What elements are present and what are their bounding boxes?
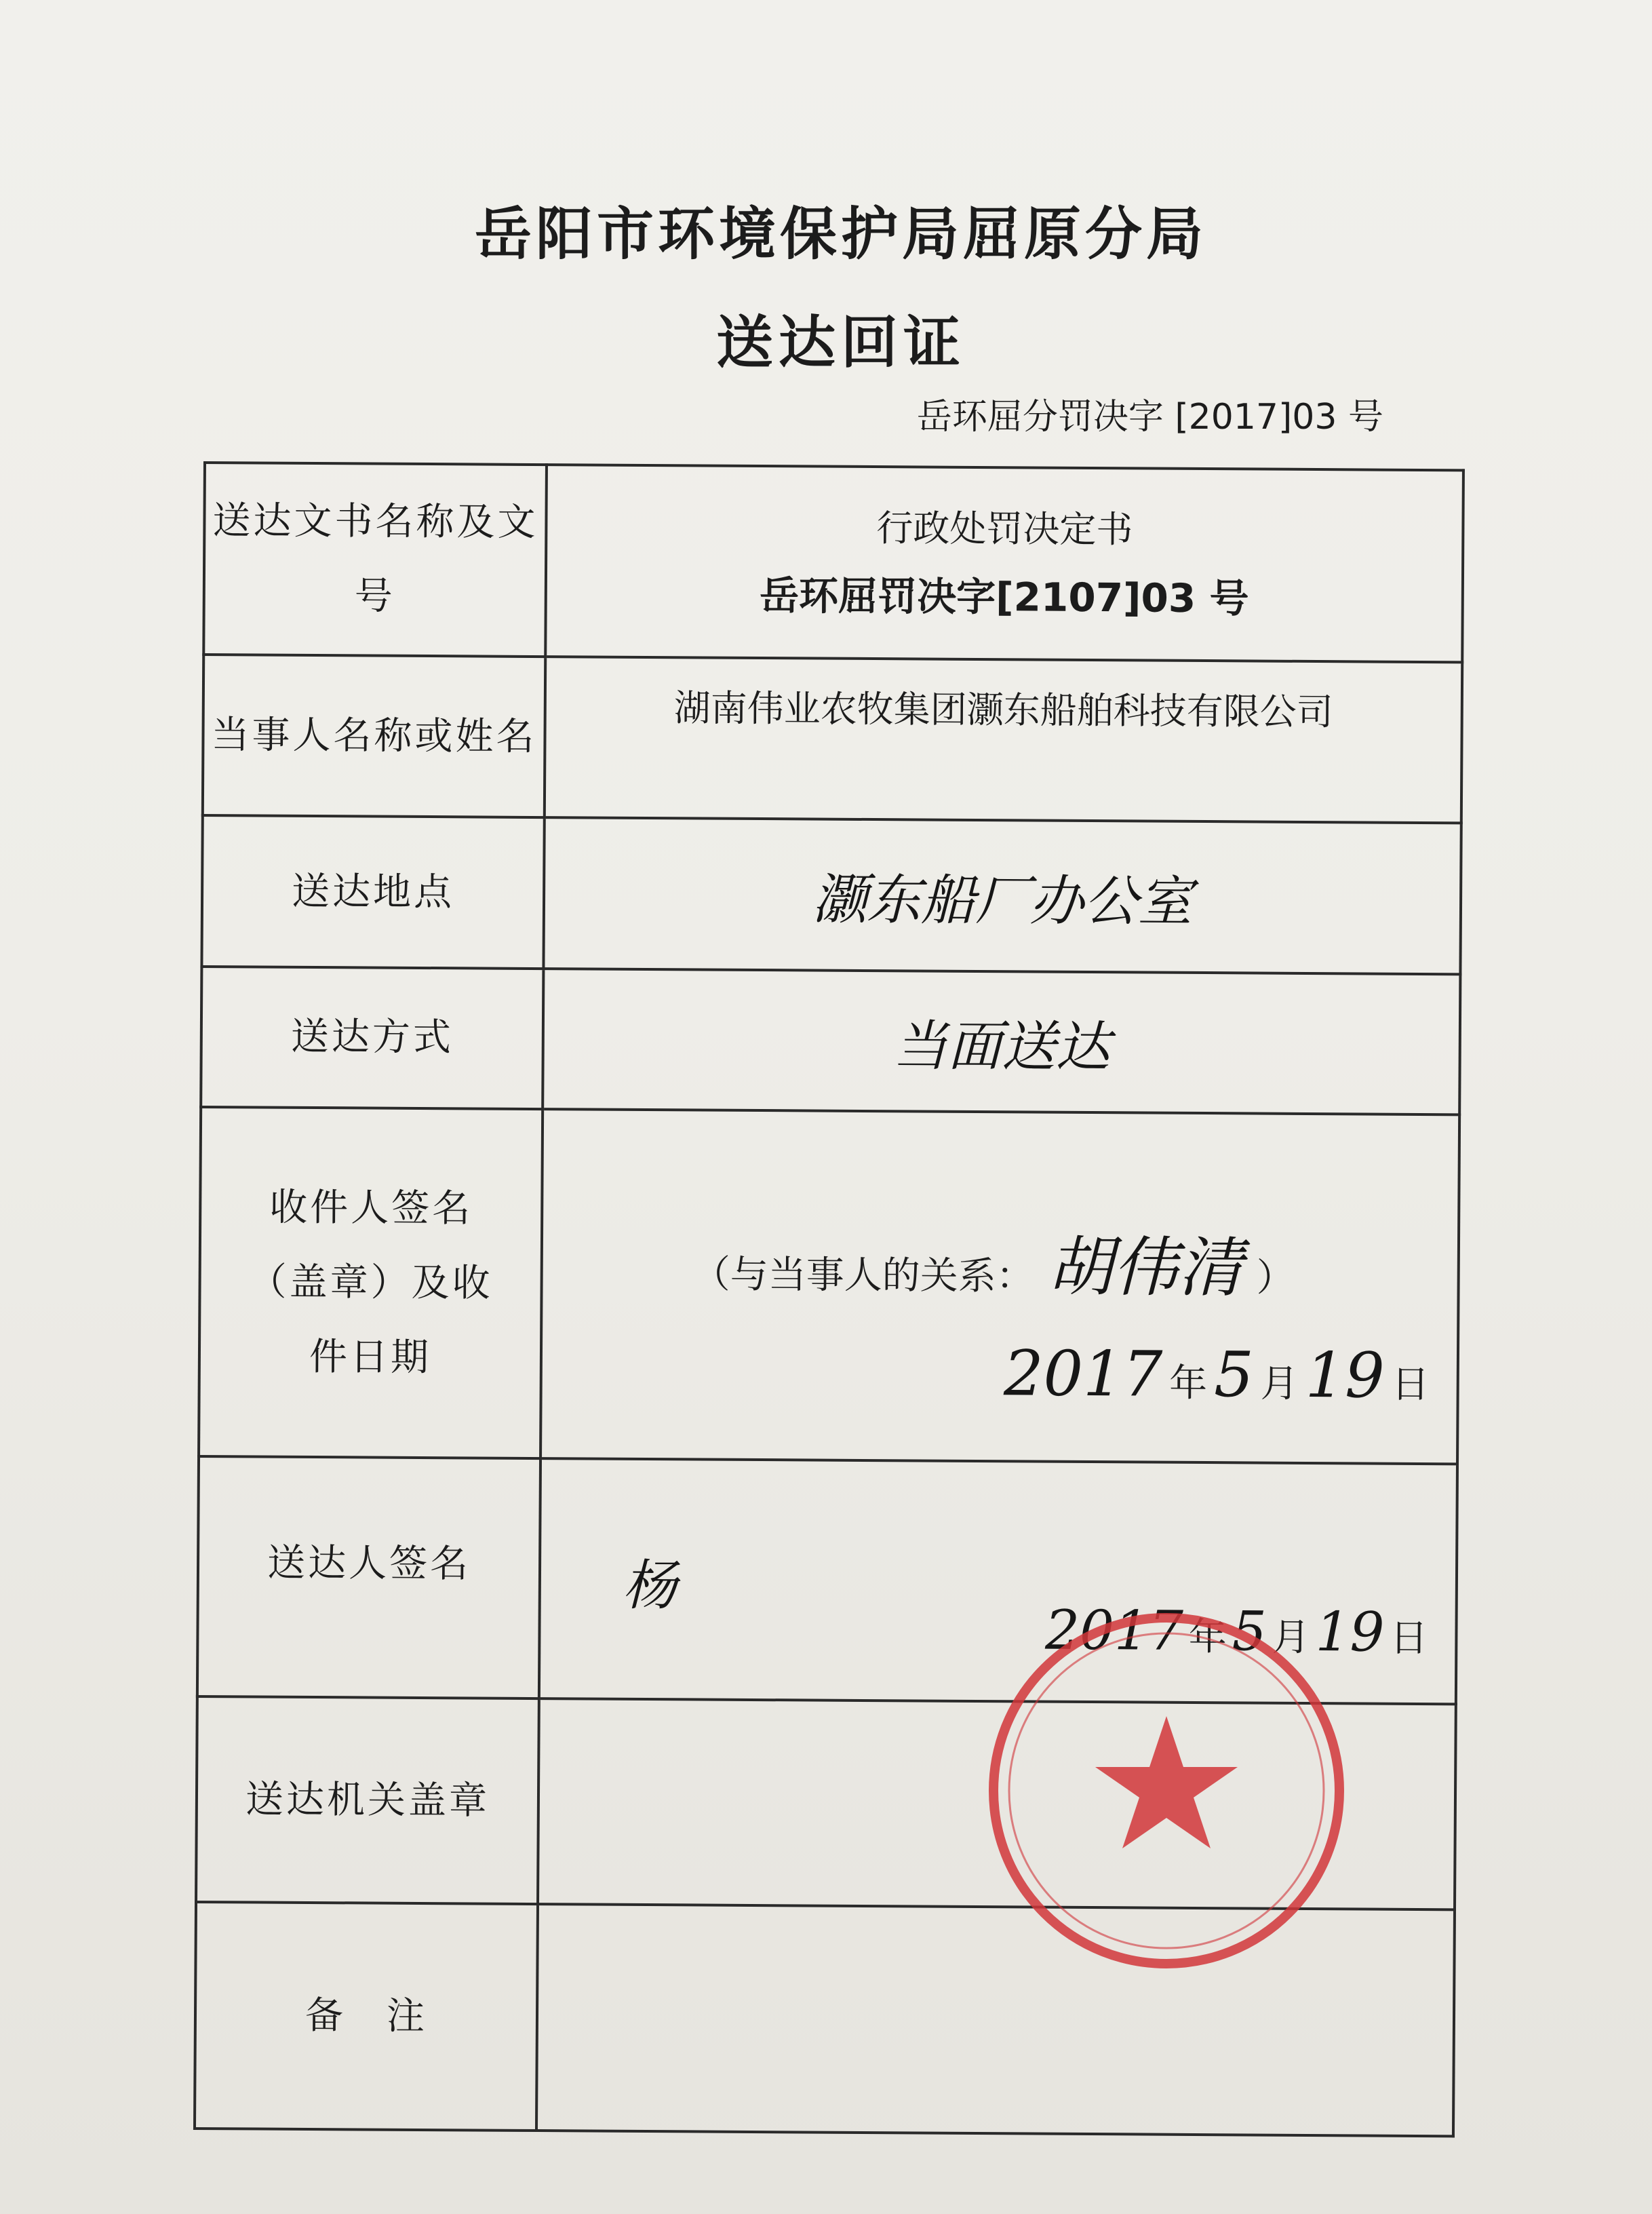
- table-row: [201, 815, 1461, 974]
- recipient-signature: 胡伟清: [1047, 1228, 1244, 1306]
- label-text: 当事人名称或姓名: [211, 712, 537, 759]
- year-unit: 年: [1168, 1361, 1208, 1406]
- document-name-text: 行政处罚决定书: [876, 507, 1133, 551]
- row-label-party-name: [203, 655, 545, 818]
- label-text: 送达机关盖章: [245, 1777, 490, 1823]
- row-label-delivery-place: [201, 815, 544, 968]
- label-text: 收件人签名（盖章）及收件日期: [248, 1185, 493, 1380]
- day-unit: 日: [1391, 1362, 1430, 1407]
- delivery-method-handwriting: 当面送达: [892, 1014, 1111, 1079]
- delivery-day: 19: [1315, 1600, 1385, 1665]
- label-text: 送达方式: [290, 1015, 454, 1060]
- document-number-text: 岳环屈罚决字[2107]03 号: [759, 572, 1249, 622]
- year-unit: 年: [1188, 1615, 1227, 1660]
- label-text: 送达地点: [291, 869, 455, 914]
- row-label-agency-seal: [196, 1696, 539, 1904]
- delivery-month: 5: [1232, 1599, 1267, 1664]
- document-subtitle: 送达回证: [715, 309, 966, 376]
- row-label-document-name: [203, 463, 547, 657]
- label-text: 送达人签名: [267, 1541, 471, 1587]
- party-name-text: 湖南伟业农牧集团灏东船舶科技有限公司: [673, 686, 1333, 734]
- table-row: [199, 1107, 1459, 1464]
- sender-signature: 杨: [622, 1554, 677, 1618]
- receipt-year: 2017: [1003, 1337, 1163, 1411]
- delivery-year: 2017: [1044, 1599, 1184, 1663]
- row-value-recipient-signature: [540, 1109, 1459, 1464]
- delivery-place-handwriting: 灏东船厂办公室: [812, 868, 1193, 934]
- month-unit: 月: [1272, 1616, 1310, 1660]
- document-title: 岳阳市环境保护局屈原分局: [474, 201, 1207, 267]
- row-label-sender-signature: [197, 1456, 540, 1698]
- row-value-party-name: [545, 657, 1462, 823]
- row-label-recipient-signature: [199, 1107, 543, 1459]
- label-text: 送达文书名称及文号: [212, 499, 538, 619]
- table-row: [201, 967, 1460, 1115]
- row-value-document-name: [545, 465, 1463, 662]
- month-unit: 月: [1260, 1361, 1299, 1406]
- row-value-delivery-place: [543, 818, 1461, 975]
- day-unit: 日: [1390, 1616, 1428, 1661]
- receipt-month: 5: [1213, 1338, 1255, 1412]
- table-row: [203, 463, 1463, 662]
- official-seal-icon: [977, 1601, 1356, 1981]
- receipt-date: [997, 1337, 1430, 1412]
- recipient-relation: [692, 1213, 1295, 1309]
- row-label-delivery-method: [201, 967, 543, 1109]
- row-label-remarks: [195, 1902, 538, 2131]
- document-number: 岳环屈分罚决字 [2017]03 号: [916, 397, 1383, 438]
- receipt-day: 19: [1305, 1338, 1385, 1412]
- table-row: [203, 655, 1462, 823]
- relation-prefix: （与当事人的关系：: [692, 1252, 1034, 1299]
- row-value-delivery-method: [543, 969, 1460, 1114]
- label-text: 备 注: [304, 1994, 428, 2039]
- relation-suffix: ）: [1256, 1256, 1295, 1300]
